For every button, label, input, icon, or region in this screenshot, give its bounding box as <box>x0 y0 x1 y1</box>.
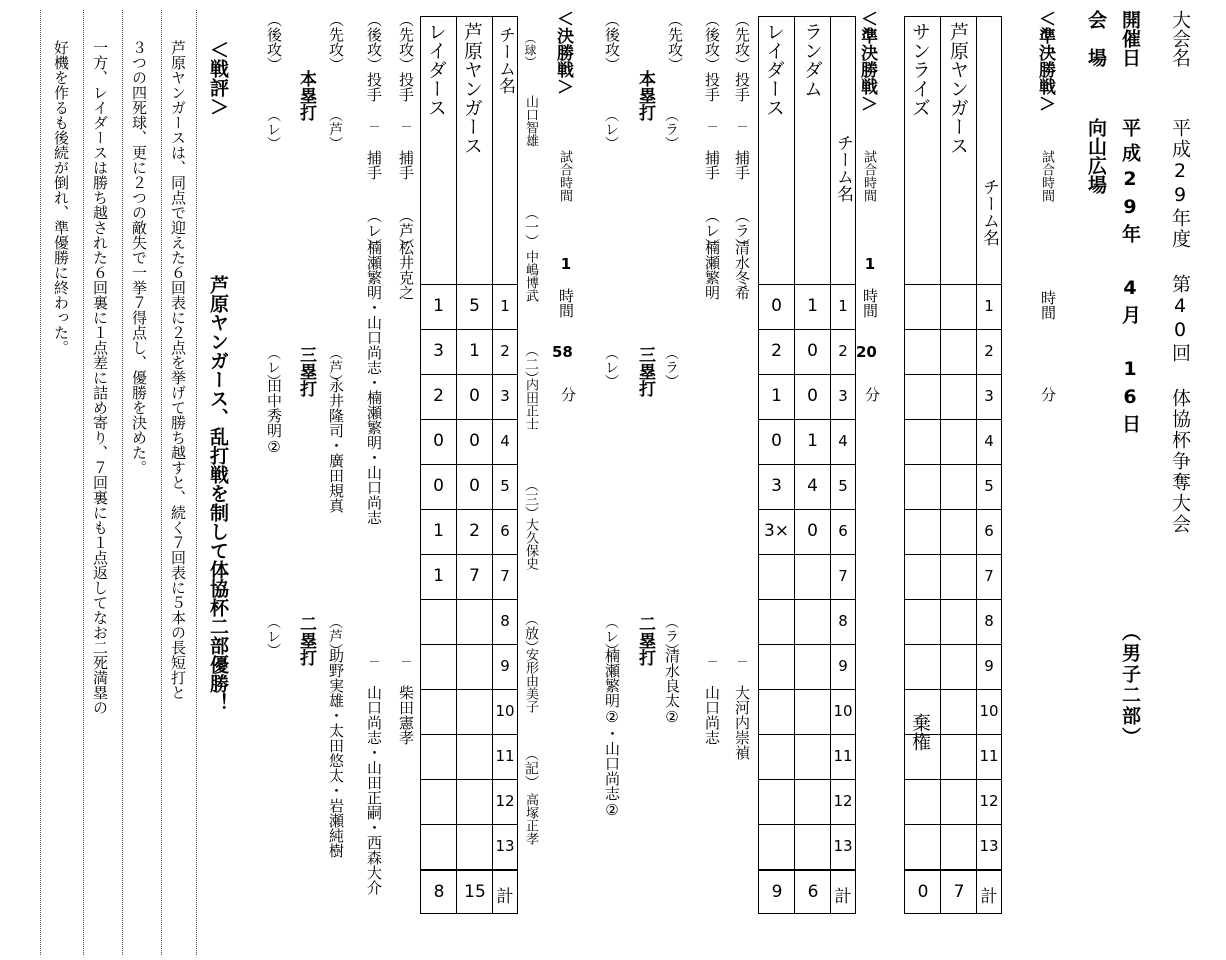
final-hr-second: （後攻） <box>265 12 283 72</box>
semi2-first-attack: （先攻） <box>666 12 684 72</box>
semi2-team2-inning-score: 0 <box>771 431 782 451</box>
semi2-team1-inning-score: 0 <box>807 341 818 361</box>
final-inning-label: 11 <box>495 747 515 765</box>
semi1-inning-label: 8 <box>984 612 994 630</box>
final-inning-label: 1 <box>500 297 510 315</box>
semi2-team1-inning-score: 0 <box>807 521 818 541</box>
semi2-team1-total: 6 <box>807 882 819 902</box>
semi2-team2-inning-score: 3 <box>771 476 782 496</box>
semi1-team-header: チーム名 <box>979 178 999 246</box>
final-time-min-unit: 分 <box>559 387 577 402</box>
final-ump-record: 高塚正孝 <box>523 793 538 845</box>
semi2-team1-inning-score: 1 <box>807 431 818 451</box>
semi2-inning-label: 8 <box>838 612 848 630</box>
semi2-team1-inning-score: 0 <box>807 386 818 406</box>
review-divider <box>83 10 84 955</box>
final-ump-record-label: （記） <box>523 747 539 789</box>
semi2-triple-title: 三塁打 <box>635 346 655 397</box>
semi2-score-table <box>758 16 856 914</box>
semi2-second-pitcher: 楠瀬繁明 <box>703 240 721 300</box>
semi1-inning-label: 7 <box>984 567 994 585</box>
final-hr-second-team: （レ） <box>265 108 281 150</box>
final-ump-plate-label: （球） <box>523 32 537 68</box>
semi2-inning-label: 6 <box>838 522 848 540</box>
final-time-minutes: 58 <box>552 343 573 361</box>
semi1-inning-label: 12 <box>979 792 999 810</box>
review-divider <box>161 10 162 955</box>
semi1-note: 棄権 <box>909 713 931 751</box>
semi2-inning-label: 12 <box>833 792 853 810</box>
date-label: 開催日 <box>1119 10 1141 67</box>
final-double-second-team: （レ） <box>265 615 281 657</box>
final-team2-total: 8 <box>433 882 445 902</box>
semi2-team-header: チーム名 <box>833 134 853 202</box>
final-inning-label: 13 <box>495 837 515 855</box>
semi2-inning-label: 11 <box>833 747 853 765</box>
review-divider <box>196 10 197 955</box>
semi2-team2-total: 9 <box>771 882 783 902</box>
final-hr-first-team: （芦） <box>327 108 343 150</box>
final-second-catcher: － 山口尚志・山田正嗣・西森大介 <box>365 655 383 895</box>
final-score-table <box>420 16 518 914</box>
tournament-name: 平成29年度 第40回 体協杯争奪大会 <box>1169 118 1191 535</box>
semi2-title: ＜準決勝戦＞ <box>857 10 877 112</box>
semi2-time-label: 試合時間 <box>861 150 876 202</box>
semi2-first-catcher: － 大河内崇禎 <box>733 655 751 760</box>
semi2-team2-inning-score: 0 <box>771 296 782 316</box>
review-headline: 芦原ヤンガース、乱打戦を制して体協杯二部優勝！ <box>207 275 229 712</box>
semi1-inning-label: 13 <box>979 837 999 855</box>
final-first-catcher: － 柴田憲孝 <box>397 655 415 745</box>
semi1-title: ＜準決勝戦＞ <box>1035 10 1055 112</box>
final-ump-first: 中嶋博武 <box>523 250 538 302</box>
final-team2-inning-score: 2 <box>433 386 444 406</box>
semi1-inning-label: 6 <box>984 522 994 540</box>
semi2-second-label: （後攻）投手 － 捕手 <box>703 12 721 180</box>
semi2-team2-inning-score: 3× <box>763 521 790 541</box>
final-inning-label: 7 <box>500 567 510 585</box>
semi1-inning-label: 10 <box>979 702 999 720</box>
semi2-first-pitcher: 清水冬希 <box>733 240 751 300</box>
final-hr-first: （先攻） <box>327 12 345 72</box>
semi1-total-header: 計 <box>980 887 998 907</box>
final-team2-inning-score: 1 <box>433 566 444 586</box>
final-inning-label: 6 <box>500 522 510 540</box>
final-team1-inning-score: 7 <box>469 566 480 586</box>
semi1-inning-label: 3 <box>984 387 994 405</box>
semi2-inning-label: 13 <box>833 837 853 855</box>
semi1-inning-label: 9 <box>984 657 994 675</box>
semi2-inning-label: 1 <box>838 297 848 315</box>
tournament-label: 大会名 <box>1169 10 1191 67</box>
final-inning-label: 2 <box>500 342 510 360</box>
review-divider <box>122 10 123 955</box>
venue-label: 会 場 <box>1085 10 1107 67</box>
semi2-double-second-team: （レ） <box>603 615 619 657</box>
final-first-label: （先攻）投手 － 捕手 <box>397 12 415 180</box>
semi1-team1-total: 7 <box>953 882 965 902</box>
semi2-hr-first-team: （ラ） <box>663 108 679 150</box>
semi2-second-catcher: － 山口尚志 <box>703 655 721 745</box>
final-team2-inning-score: 0 <box>433 431 444 451</box>
semi2-team2-inning-score: 2 <box>771 341 782 361</box>
semi2-double-title: 二塁打 <box>635 615 655 666</box>
final-triple-second-team: （レ） <box>265 346 281 388</box>
semi2-inning-label: 3 <box>838 387 848 405</box>
final-ump-broadcast: 安形由美子 <box>523 648 538 713</box>
division-label: （男子二部） <box>1119 622 1141 748</box>
final-triple-first-players: 永井隆司・廣田規真 <box>327 378 345 513</box>
final-double-first-players: 助野実雄・太田悠太・岩瀬純樹 <box>327 648 345 858</box>
semi2-team2-name: レイダース <box>763 22 785 117</box>
semi2-total-header: 計 <box>834 887 852 907</box>
semi2-inning-label: 9 <box>838 657 848 675</box>
semi2-team1-inning-score: 1 <box>807 296 818 316</box>
semi2-inning-label: 2 <box>838 342 848 360</box>
review-divider <box>40 10 41 955</box>
final-team2-inning-score: 1 <box>433 521 444 541</box>
semi1-inning-label: 5 <box>984 477 994 495</box>
final-team2-inning-score: 1 <box>433 296 444 316</box>
review-line-1: 芦原ヤンガースは、同点で迎えた６回表に２点を挙げて勝ち越すと、続く７回表に５本の長短打と <box>169 40 187 700</box>
date-value: 平成29年 4月 16日 <box>1119 118 1141 439</box>
semi2-time-minutes: 20 <box>856 343 877 361</box>
final-time-hours-unit: 時間 <box>557 288 575 318</box>
final-double-first-team: （芦） <box>327 615 343 657</box>
final-double-title: 二塁打 <box>296 615 316 666</box>
final-second-pitcher: 楠瀬繁明・山口尚志・楠瀬繁明・山口尚志 <box>365 240 383 525</box>
semi1-time-hours-unit: 時間 <box>1039 290 1057 320</box>
review-line-2: ３つの四死球、更に２つの敵失で一挙７得点し、優勝を決めた。 <box>130 40 148 475</box>
review-title: ＜戦評＞ <box>207 40 229 116</box>
final-team-header: チーム名 <box>495 26 515 94</box>
final-inning-label: 8 <box>500 612 510 630</box>
semi1-time-label: 試合時間 <box>1039 150 1054 202</box>
final-time-hours: 1 <box>557 255 575 273</box>
final-team1-inning-score: 0 <box>469 431 480 451</box>
semi1-team1-name: 芦原ヤンガース <box>947 22 969 155</box>
final-second-label: （後攻）投手 － 捕手 <box>365 12 383 180</box>
semi2-inning-label: 5 <box>838 477 848 495</box>
final-triple-title: 三塁打 <box>296 346 316 397</box>
final-team1-inning-score: 0 <box>469 476 480 496</box>
semi2-hr-second-team: （レ） <box>603 108 619 150</box>
semi2-first-label: （先攻）投手 － 捕手 <box>733 12 751 180</box>
final-first-pitcher: 松井克之 <box>397 240 415 300</box>
semi1-team2-name: サンライズ <box>909 22 931 117</box>
semi2-second-attack: （後攻） <box>603 12 621 72</box>
final-ump-third-label: （三） <box>523 478 539 520</box>
semi2-first-team: （ラ） <box>733 208 751 253</box>
final-first-team: （芦） <box>397 208 415 253</box>
semi1-inning-label: 2 <box>984 342 994 360</box>
semi2-time-min-unit: 分 <box>863 387 881 402</box>
final-inning-label: 5 <box>500 477 510 495</box>
final-team1-name: 芦原ヤンガース <box>461 22 483 155</box>
final-second-team: （レ） <box>365 208 383 253</box>
final-total-header: 計 <box>496 887 514 907</box>
semi1-team2-total: 0 <box>917 882 929 902</box>
semi2-team1-name: ランダム <box>801 22 823 98</box>
final-triple-second-players: 田中秀明② <box>265 378 283 456</box>
final-team1-total: 15 <box>464 882 486 902</box>
semi2-double-second-players: 楠瀬繁明②・山口尚志② <box>603 648 621 819</box>
final-ump-plate: 山口智雄 <box>523 95 538 147</box>
semi2-inning-label: 7 <box>838 567 848 585</box>
final-team1-inning-score: 1 <box>469 341 480 361</box>
semi2-team1-inning-score: 4 <box>807 476 818 496</box>
semi1-score-table <box>904 16 1002 914</box>
final-inning-label: 9 <box>500 657 510 675</box>
semi2-inning-label: 10 <box>833 702 853 720</box>
semi1-inning-label: 11 <box>979 747 999 765</box>
semi1-time-min-unit: 分 <box>1039 387 1057 402</box>
final-ump-second-label: （二） <box>523 343 539 385</box>
semi2-time-hours-unit: 時間 <box>861 288 879 318</box>
semi2-hr-title: 本塁打 <box>635 70 655 121</box>
semi2-triple-second-team: （レ） <box>603 346 619 388</box>
final-inning-label: 10 <box>495 702 515 720</box>
final-title: ＜決勝戦＞ <box>553 10 573 95</box>
semi1-inning-label: 1 <box>984 297 994 315</box>
semi2-inning-label: 4 <box>838 432 848 450</box>
final-team1-inning-score: 2 <box>469 521 480 541</box>
semi2-time-hours: 1 <box>861 255 879 273</box>
semi2-triple-team: （ラ） <box>663 346 679 388</box>
final-ump-second: 内田正士 <box>523 378 538 430</box>
venue-value: 向山広場 <box>1085 118 1107 194</box>
final-hr-title: 本塁打 <box>296 70 316 121</box>
final-team1-inning-score: 0 <box>469 386 480 406</box>
semi1-inning-label: 4 <box>984 432 994 450</box>
final-ump-broadcast-label: （放） <box>523 612 539 654</box>
semi2-second-team: （レ） <box>703 208 721 253</box>
final-team2-name: レイダース <box>425 22 447 117</box>
final-triple-first-team: （芦） <box>327 346 343 388</box>
final-team2-inning-score: 0 <box>433 476 444 496</box>
final-time-label: 試合時間 <box>557 150 572 202</box>
semi2-double-first-team: （ラ） <box>663 615 679 657</box>
semi2-double-first-players: 清水良太② <box>663 648 681 726</box>
final-inning-label: 3 <box>500 387 510 405</box>
final-ump-first-label: （一） <box>523 206 539 248</box>
semi2-team2-inning-score: 1 <box>771 386 782 406</box>
review-line-4: 好機を作るも後続が倒れ、準優勝に終わった。 <box>52 40 70 355</box>
final-team2-inning-score: 3 <box>433 341 444 361</box>
final-inning-label: 12 <box>495 792 515 810</box>
review-line-3: 一方、レイダースは勝ち越された６回裏に１点差に詰め寄り、７回裏にも１点返してなお二死満塁の <box>91 40 109 715</box>
final-team1-inning-score: 5 <box>469 296 480 316</box>
final-inning-label: 4 <box>500 432 510 450</box>
final-ump-third: 大久保史 <box>523 518 538 570</box>
